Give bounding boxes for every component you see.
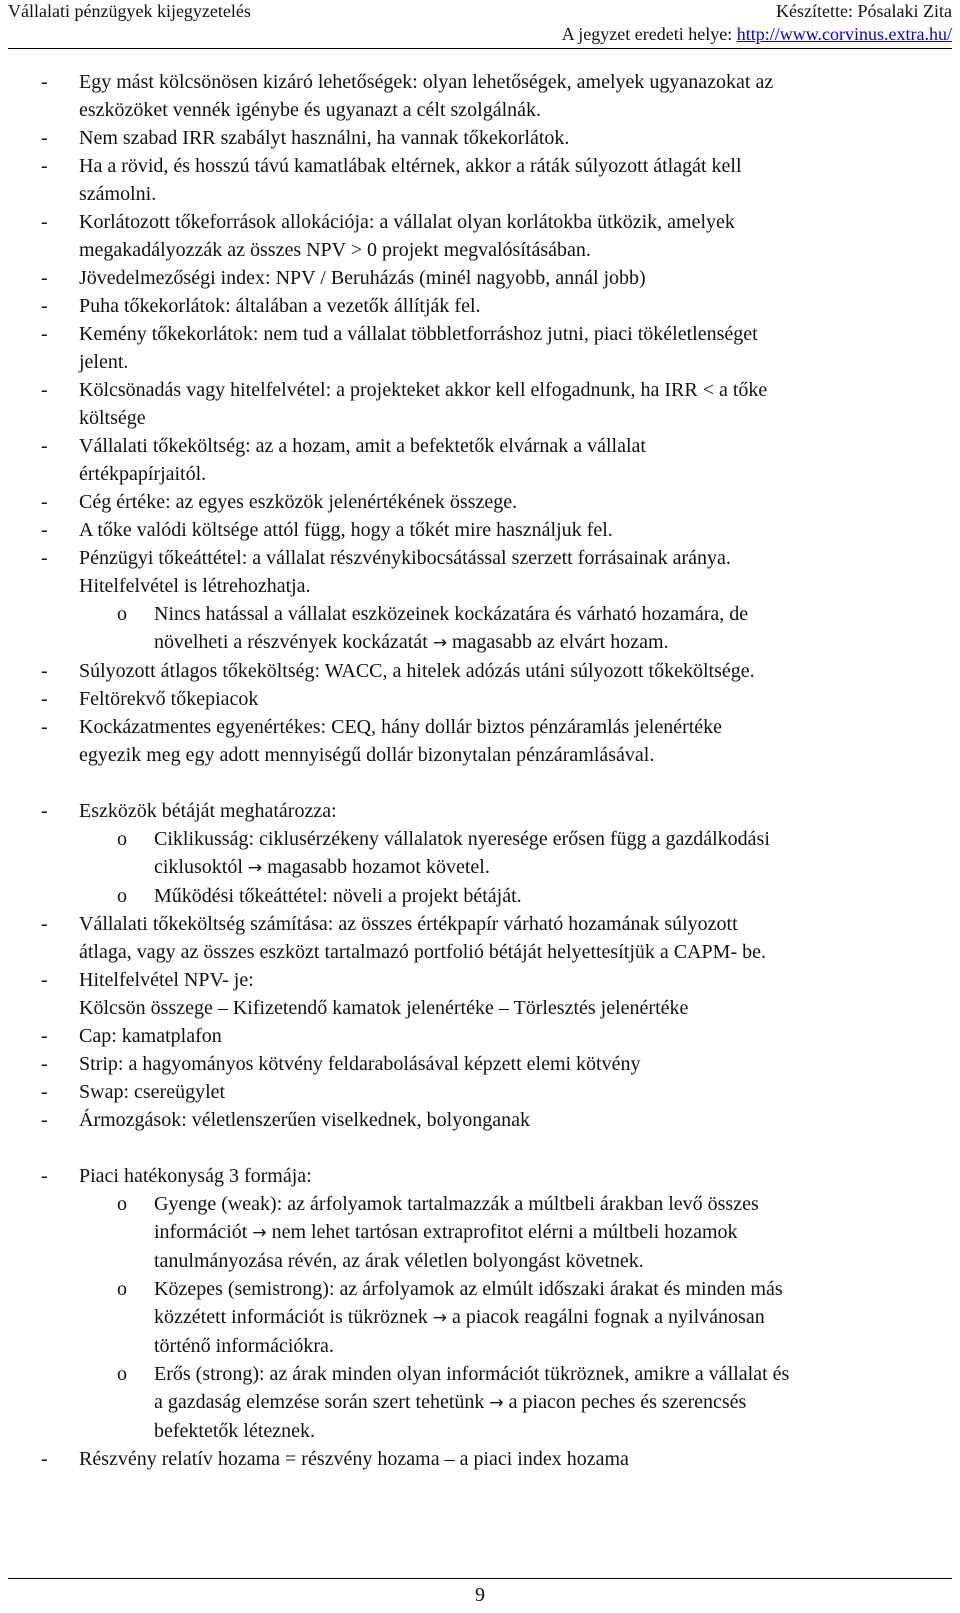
circle-marker: o xyxy=(117,1278,127,1300)
dash-marker: - xyxy=(41,379,48,401)
dash-marker: - xyxy=(41,1053,48,1075)
list-item-continuation: átlaga, vagy az összes eszközt tartalmazó portfolió bétáját helyettesítjük a CAPM- be. xyxy=(79,941,766,963)
header-divider xyxy=(8,48,952,49)
sub-list-item: o Gyenge (weak): az árfolyamok tartalmazzák a múltbeli árakban levő összes xyxy=(0,1190,960,1218)
sub-list-item-continuation: ciklusoktól → magasabb hozamot követel. xyxy=(154,856,490,878)
list-item: - A tőke valódi költsége attól függ, hogy a tőkét mire használjuk fel. xyxy=(0,516,960,544)
list-item: - Feltörekvő tőkepiacok xyxy=(0,685,960,713)
dash-marker: - xyxy=(41,1165,48,1187)
dash-marker: - xyxy=(41,155,48,177)
dash-marker: - xyxy=(41,716,48,738)
list-item: - Piaci hatékonyság 3 formája: xyxy=(0,1162,960,1190)
list-item: - Hitelfelvétel NPV- je: xyxy=(0,966,960,994)
paragraph-gap xyxy=(0,1134,960,1162)
dash-marker: - xyxy=(41,1025,48,1047)
sub-list-item: o Erős (strong): az árak minden olyan információt tükröznek, amikre a vállalat és xyxy=(0,1360,960,1388)
list-item: - Ha a rövid, és hosszú távú kamatlábak eltérnek, akkor a ráták súlyozott átlagát kell xyxy=(0,152,960,180)
paragraph-gap xyxy=(0,769,960,797)
dash-marker: - xyxy=(41,913,48,935)
circle-marker: o xyxy=(117,828,127,850)
dash-marker: - xyxy=(41,660,48,682)
list-item: - Eszközök bétáját meghatározza: xyxy=(0,797,960,825)
page-number: 9 xyxy=(475,1584,485,1606)
list-item: - Egy mást kölcsönösen kizáró lehetőségek: olyan lehetőségek, amelyek ugyanazokat az xyxy=(0,68,960,96)
list-item: - Nem szabad IRR szabályt használni, ha vannak tőkekorlátok. xyxy=(0,124,960,152)
footer-divider xyxy=(8,1578,952,1579)
header-source-prefix: A jegyzet eredeti helye: xyxy=(561,24,737,44)
dash-marker: - xyxy=(41,519,48,541)
circle-marker: o xyxy=(117,885,127,907)
dash-marker: - xyxy=(41,323,48,345)
header-source-link[interactable]: http://www.corvinus.extra.hu/ xyxy=(736,24,952,44)
dash-marker: - xyxy=(41,295,48,317)
list-item: - Cap: kamatplafon xyxy=(0,1022,960,1050)
dash-marker: - xyxy=(41,435,48,457)
sub-list-item-continuation: növelheti a részvények kockázatát → magasabb az elvárt hozam. xyxy=(154,631,669,653)
list-item-continuation: költsége xyxy=(79,407,146,429)
list-item: - Ármozgások: véletlenszerűen viselkednek, bolyonganak xyxy=(0,1106,960,1134)
sub-list-item: o Közepes (semistrong): az árfolyamok az elmúlt időszaki árakat és minden más xyxy=(0,1275,960,1303)
circle-marker: o xyxy=(117,1193,127,1215)
list-item: - Strip: a hagyományos kötvény feldarabolásával képzett elemi kötvény xyxy=(0,1050,960,1078)
dash-marker: - xyxy=(41,211,48,233)
dash-marker: - xyxy=(41,1081,48,1103)
dash-marker: - xyxy=(41,1109,48,1131)
dash-marker: - xyxy=(41,969,48,991)
sub-list-item-continuation: tanulmányozása révén, az árak véletlen bolyongást követnek. xyxy=(154,1250,644,1272)
header-source xyxy=(8,23,952,45)
sub-list-item-continuation: történő információkra. xyxy=(154,1335,334,1357)
sub-list-item-continuation: a gazdaság elemzése során szert tehetünk → a piacon peches és szerencsés xyxy=(154,1391,747,1413)
arrow-right-icon: → xyxy=(252,1223,267,1243)
list-item-continuation: Kölcsön összege – Kifizetendő kamatok jelenértéke – Törlesztés jelenértéke xyxy=(79,997,689,1019)
list-item-continuation: egyezik meg egy adott mennyiségű dollár bizonytalan pénzáramlásával. xyxy=(79,744,655,766)
list-item: - Kölcsönadás vagy hitelfelvétel: a projekteket akkor kell elfogadnunk, ha IRR < a tőke xyxy=(0,376,960,404)
arrow-right-icon: → xyxy=(247,858,263,878)
sub-list-item: o Működési tőkeáttétel: növeli a projekt bétáját. xyxy=(0,882,960,910)
list-item-continuation: jelent. xyxy=(79,351,129,373)
arrow-right-icon: → xyxy=(432,633,447,653)
list-item: - Részvény relatív hozama = részvény hozama – a piaci index hozama xyxy=(0,1445,960,1473)
list-item: - Súlyozott átlagos tőkeköltség: WACC, a hitelek adózás utáni súlyozott tőkeköltsége. xyxy=(0,657,960,685)
sub-list-item-continuation: közzétett információt is tükröznek → a piacok reagálni fognak a nyilvánosan xyxy=(154,1306,765,1328)
list-item: - Swap: csereügylet xyxy=(0,1078,960,1106)
circle-marker: o xyxy=(117,1363,127,1385)
list-item: - Pénzügyi tőkeáttétel: a vállalat részvénykibocsátással szerzett forrásainak aránya. xyxy=(0,544,960,572)
sub-list-item-continuation: információt → nem lehet tartósan extraprofitot elérni a múltbeli hozamok xyxy=(154,1221,738,1243)
dash-marker: - xyxy=(41,688,48,710)
sub-list-item: o Ciklikusság: ciklusérzékeny vállalatok nyeresége erősen függ a gazdálkodási xyxy=(0,825,960,853)
list-item: - Kemény tőkekorlátok: nem tud a vállalat többletforráshoz jutni, piaci tökéletlenséget xyxy=(0,320,960,348)
list-item-continuation: számolni. xyxy=(79,183,157,205)
list-item: - Cég értéke: az egyes eszközök jelenértékének összege. xyxy=(0,488,960,516)
sub-list-item-continuation: befektetők léteznek. xyxy=(154,1420,316,1442)
list-item: - Vállalati tőkeköltség: az a hozam, amit a befektetők elvárnak a vállalat xyxy=(0,432,960,460)
list-item: - Kockázatmentes egyenértékes: CEQ, hány dollár biztos pénzáramlás jelenértéke xyxy=(0,713,960,741)
list-item: - Jövedelmezőségi index: NPV / Beruházás (minél nagyobb, annál jobb) xyxy=(0,264,960,292)
circle-marker: o xyxy=(117,603,127,625)
dash-marker: - xyxy=(41,491,48,513)
header-author: Készítette: Pósalaki Zita xyxy=(776,1,952,21)
dash-marker: - xyxy=(41,547,48,569)
sub-list-item: o Nincs hatással a vállalat eszközeinek kockázatára és várható hozamára, de xyxy=(0,600,960,628)
list-item-continuation: Hitelfelvétel is létrehozhatja. xyxy=(79,575,311,597)
list-item: - Vállalati tőkeköltség számítása: az összes értékpapír várható hozamának súlyozott xyxy=(0,910,960,938)
dash-marker: - xyxy=(41,71,48,93)
dash-marker: - xyxy=(41,800,48,822)
header-title: Vállalati pénzügyek kijegyzetelés xyxy=(8,1,251,21)
dash-marker: - xyxy=(41,1448,48,1470)
list-item-continuation: eszközöket vennék igénybe és ugyanazt a célt szolgálnák. xyxy=(79,99,542,121)
list-item: - Korlátozott tőkeforrások allokációja: a vállalat olyan korlátokba ütközik, amelyek xyxy=(0,208,960,236)
arrow-right-icon: → xyxy=(432,1308,448,1328)
dash-marker: - xyxy=(41,127,48,149)
document-body xyxy=(0,68,960,1473)
dash-marker: - xyxy=(41,267,48,289)
list-item: - Puha tőkekorlátok: általában a vezetők állítják fel. xyxy=(0,292,960,320)
list-item-continuation: értékpapírjaitól. xyxy=(79,463,207,485)
list-item-continuation: megakadályozzák az összes NPV > 0 projekt megvalósításában. xyxy=(79,239,591,261)
arrow-right-icon: → xyxy=(489,1393,504,1413)
